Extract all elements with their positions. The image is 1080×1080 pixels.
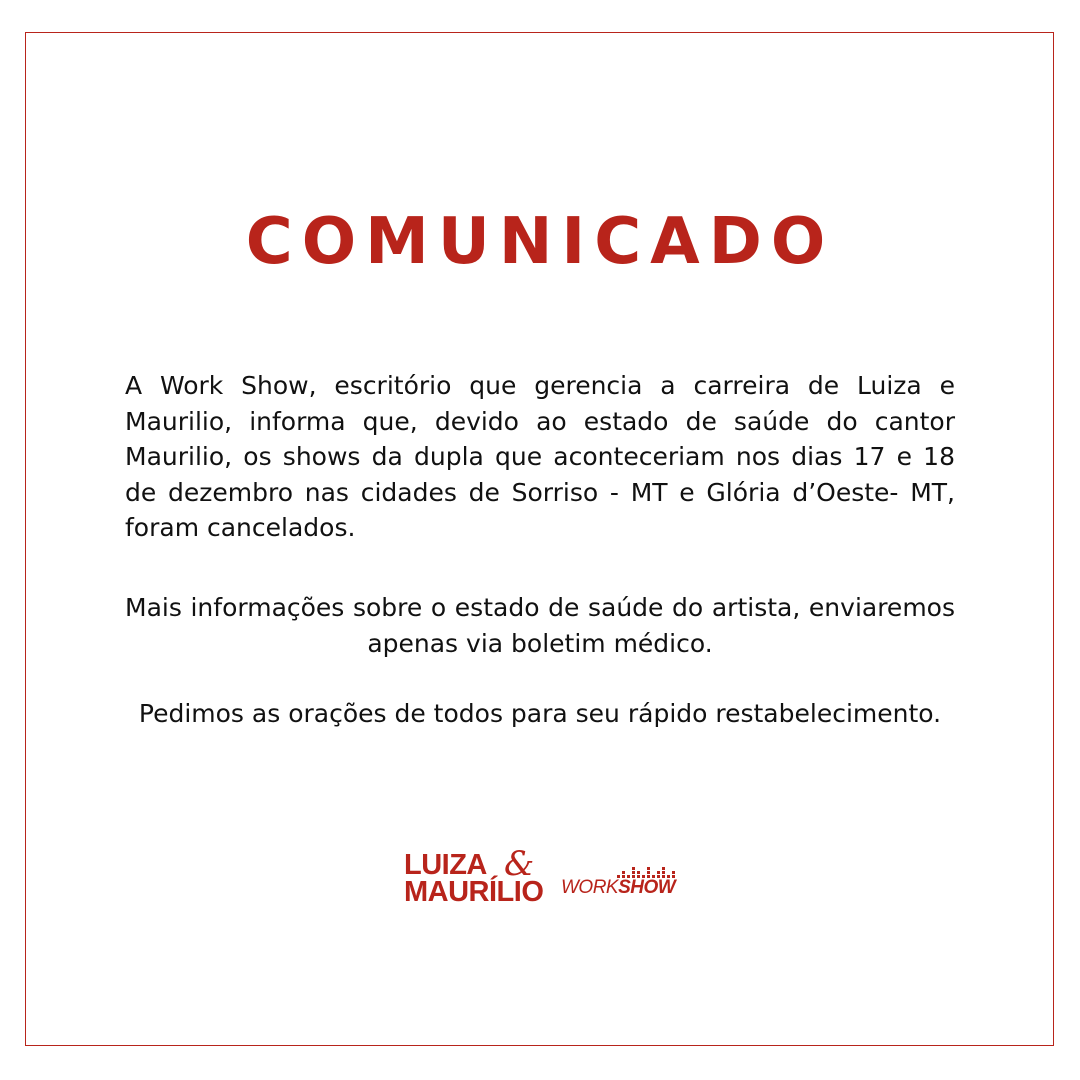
- workshow-show: SHOW: [618, 877, 676, 898]
- logo-line-luiza: LUIZA: [404, 849, 487, 881]
- luiza-maurilio-logo: [404, 844, 554, 911]
- page-title: COMUNICADO: [245, 205, 835, 279]
- workshow-logo: [561, 865, 681, 905]
- workshow-work: WORK: [561, 877, 619, 898]
- paragraph-announcement: A Work Show, escritório que gerencia a carreira de Luiza e Maurilio, informa que, devido ao estado de saúde do cantor Maurilio, os shows da dupla que aconteceriam nos dias 17 e 18 de dezembro nas cidades de Sorriso - MT e Glória d’Oeste- MT, foram cancelados.: [125, 371, 955, 542]
- paragraph-health-info: Mais informações sobre o estado de saúde do artista, enviaremos apenas via boletim médico.: [125, 593, 955, 658]
- workshow-wordmark: [561, 877, 675, 899]
- paragraph-prayers: Pedimos as orações de todos para seu rápido restabelecimento.: [138, 699, 942, 728]
- logo-line-maurilio: MAURÍLIO: [404, 876, 544, 908]
- logo-ampersand: &: [504, 844, 535, 884]
